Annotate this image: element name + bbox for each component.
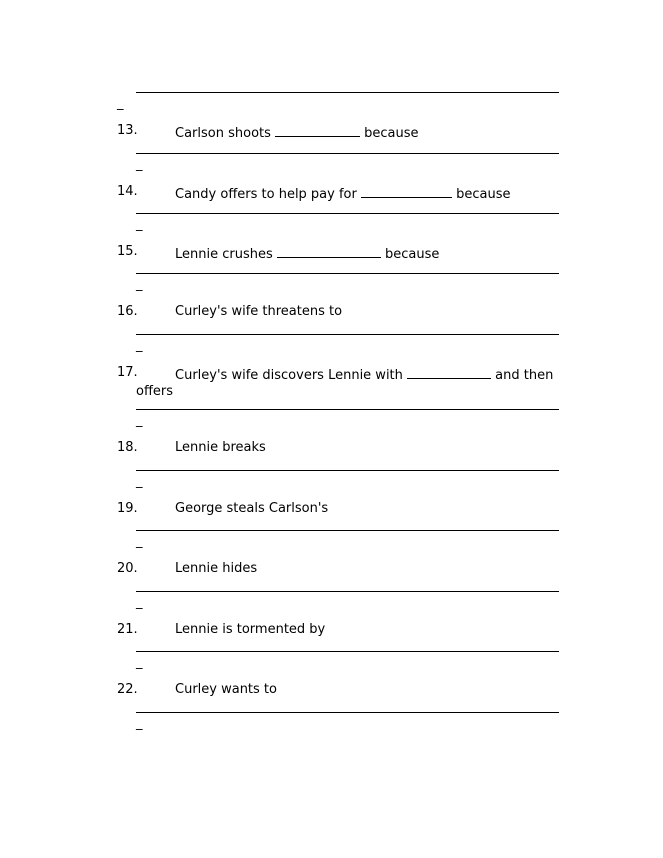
- question-text: Curley wants to: [175, 682, 277, 697]
- question-text: Curley's wife threatens to: [175, 304, 343, 319]
- line-end-mark: _: [117, 96, 124, 111]
- question-text: Lennie is tormented by: [175, 622, 326, 637]
- question-number: 21.: [117, 622, 138, 637]
- line-end-mark: _: [136, 277, 143, 292]
- question-number: 15.: [117, 244, 138, 259]
- answer-line[interactable]: [136, 530, 559, 531]
- line-end-mark: _: [136, 413, 143, 428]
- line-end-mark: _: [136, 655, 143, 670]
- answer-line[interactable]: [136, 591, 559, 592]
- answer-line[interactable]: [136, 273, 559, 274]
- answer-line[interactable]: [136, 92, 559, 93]
- question-text: Lennie hides: [175, 561, 258, 576]
- question-number: 20.: [117, 561, 138, 576]
- question-number: 14.: [117, 184, 138, 199]
- question-text: George steals Carlson's: [175, 501, 329, 516]
- question-text: Lennie crushes because: [175, 244, 559, 263]
- answer-line[interactable]: [136, 712, 559, 713]
- question-text: Curley's wife discovers Lennie with and then offers: [175, 365, 559, 400]
- question-number: 22.: [117, 682, 138, 697]
- question-number: 18.: [117, 440, 138, 455]
- question-number: 13.: [117, 123, 138, 138]
- question-number: 17.: [117, 365, 138, 380]
- question-text: Carlson shoots because: [175, 123, 559, 142]
- fill-in-blank[interactable]: [407, 365, 491, 379]
- fill-in-blank[interactable]: [361, 184, 452, 198]
- answer-line[interactable]: [136, 153, 559, 154]
- answer-line[interactable]: [136, 651, 559, 652]
- question-number: 19.: [117, 501, 138, 516]
- line-end-mark: _: [136, 338, 143, 353]
- answer-line[interactable]: [136, 213, 559, 214]
- fill-in-blank[interactable]: [275, 123, 360, 137]
- question-text: Candy offers to help pay for because: [175, 184, 559, 203]
- line-end-mark: _: [136, 217, 143, 232]
- answer-line[interactable]: [136, 409, 559, 410]
- question-number: 16.: [117, 304, 138, 319]
- line-end-mark: _: [136, 716, 143, 731]
- question-text: Lennie breaks: [175, 440, 266, 455]
- line-end-mark: _: [136, 595, 143, 610]
- answer-line[interactable]: [136, 334, 559, 335]
- line-end-mark: _: [136, 474, 143, 489]
- line-end-mark: _: [136, 157, 143, 172]
- line-end-mark: _: [136, 534, 143, 549]
- fill-in-blank[interactable]: [277, 244, 381, 258]
- answer-line[interactable]: [136, 470, 559, 471]
